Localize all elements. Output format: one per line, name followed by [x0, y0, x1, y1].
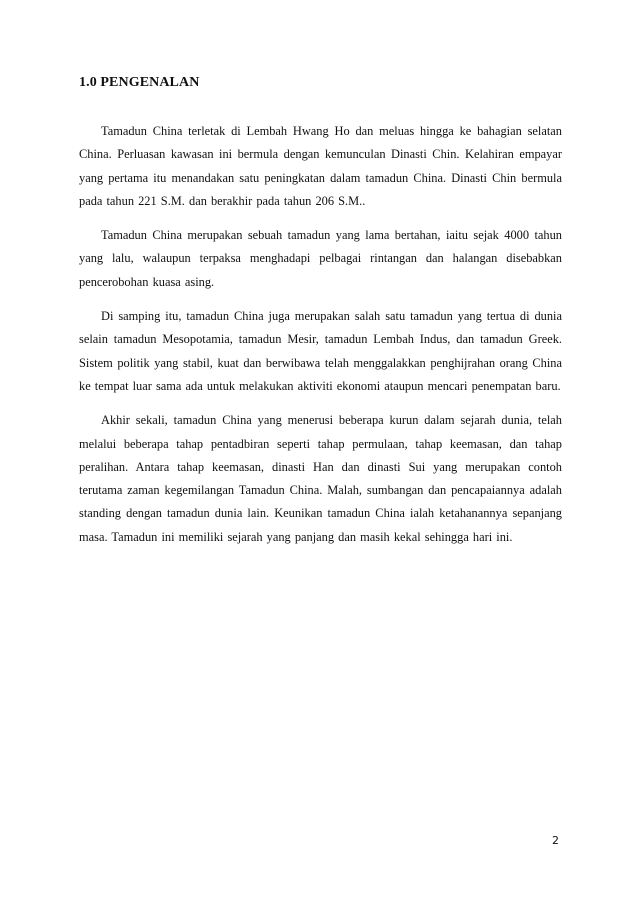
paragraph-1: Tamadun China terletak di Lembah Hwang Ho dan meluas hingga ke bahagian selatan China. Perluasan kawasan ini bermula dengan kemunculan Dinasti Chin. Kelahiran empayar yang pertama itu menandakan satu peningkatan dalam tamadun China. Dinasti Chin bermula pada tahun 221 S.M. dan berakhir pada tahun 206 S.M.. [79, 124, 562, 208]
page-number: 2 [552, 834, 559, 847]
paragraph-4: Akhir sekali, tamadun China yang menerusi beberapa kurun dalam sejarah dunia, telah melalui beberapa tahap pentadbiran seperti tahap permulaan, tahap keemasan, dan tahap peralihan. Antara tahap keemasan, dinasti Han dan dinasti Sui yang merupakan contoh terutama zaman kegemilangan Tamadun China. Malah, sumbangan dan pencapaiannya adalah standing dengan tamadun dunia lain. Keunikan tamadun China ialah ketahanannya sepanjang masa. Tamadun ini memiliki sejarah yang panjang dan masih kekal sehingga hari ini. [79, 413, 562, 544]
section-heading: 1.0 PENGENALAN [79, 75, 200, 90]
paragraph-2: Tamadun China merupakan sebuah tamadun yang lama bertahan, iaitu sejak 4000 tahun yang lalu, walaupun terpaksa menghadapi pelbagai rintangan dan halangan disebabkan pencerobohan kuasa asing. [79, 228, 562, 289]
body-text [79, 120, 562, 560]
paragraph-3: Di samping itu, tamadun China juga merupakan salah satu tamadun yang tertua di dunia selain tamadun Mesopotamia, tamadun Mesir, tamadun Lembah Indus, dan tamadun Greek. Sistem politik yang stabil, kuat dan berwibawa telah menggalakkan penghijrahan orang China ke tempat luar sama ada untuk melakukan aktiviti ekonomi ataupun mencari penempatan baru. [79, 309, 562, 393]
